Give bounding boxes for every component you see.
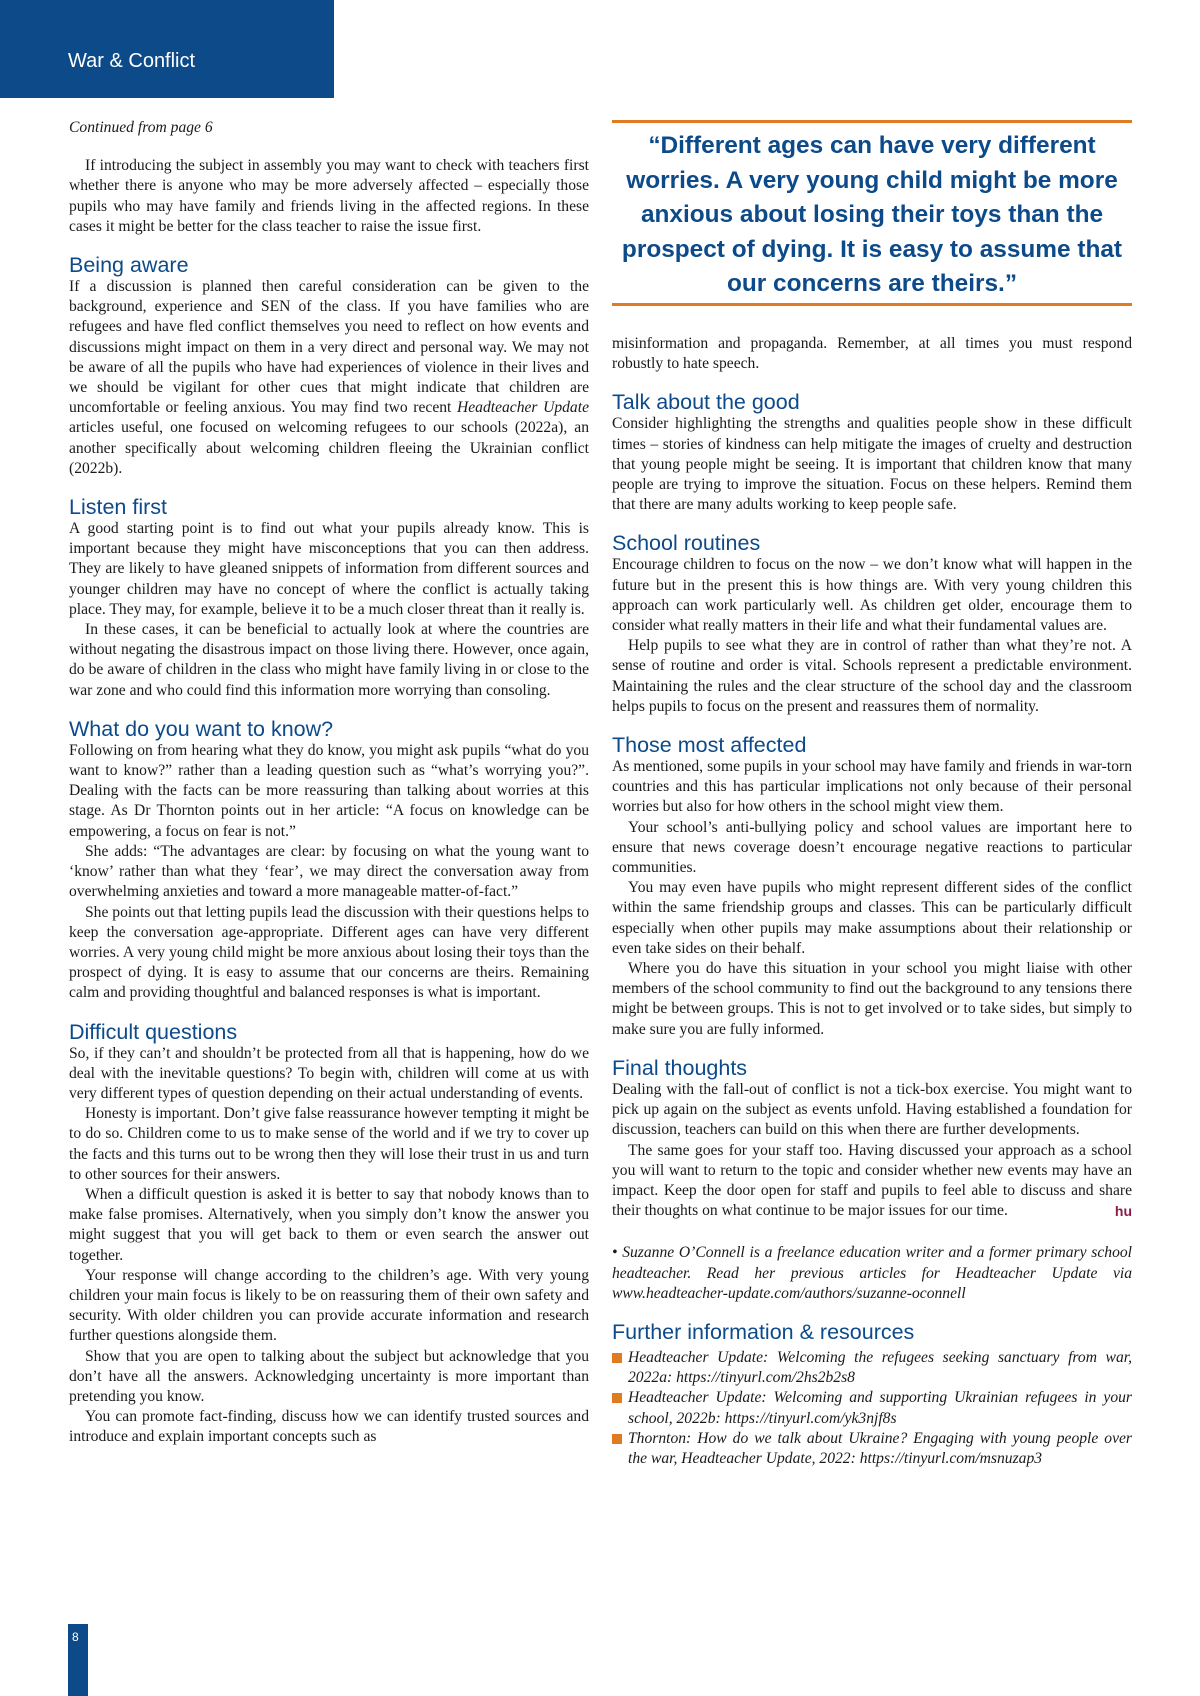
difficult-paragraph-4: Your response will change according to the children’s age. With very young children your main focus is likely to be on reassuring them of their own safety and security. With older children you can provide accurate information and research further questions alongside them. — [69, 1266, 589, 1345]
continued-note: Continued from page 6 — [69, 119, 213, 136]
talk-good-paragraph: Consider highlighting the strengths and qualities people show in these difficult times – stories of kindness can help mitigate the images of cruelty and destruction that young people might be seeing. It is important that children know that many people are trying to improve the situation. Focus on these helpers. Remind them that there are many adults working to keep people safe. — [612, 415, 1132, 514]
pull-quote: “Different ages can have very different worries. A very young child might be more anxious about losing their toys than the prospect of dying. It is easy to assume that our concerns are theirs.” — [612, 120, 1132, 306]
what-to-know-paragraph-3: She points out that letting pupils lead the discussion with their questions helps to keep the conversation age-appropriate. Different ages can have very different worries. A very young child might be more anxious about losing their toys than the prospect of dying. It is easy to assume that our concerns are theirs. Remaining calm and providing thoughtful and balanced responses is what is important. — [69, 903, 589, 1002]
heading-difficult-questions: Difficult questions — [69, 1019, 238, 1044]
left-column — [69, 118, 589, 1448]
section-header-tab — [0, 0, 334, 98]
continuation-paragraph: misinformation and propaganda. Remember, at all times you must respond robustly to hate speech. — [612, 335, 1132, 373]
affected-paragraph-3: You may even have pupils who might represent different sides of the conflict within the same friendship groups and classes. This can be particularly difficult especially when other pupils may make assumptions about their relationship or even take sides on their behalf. — [612, 879, 1132, 957]
heading-final-thoughts: Final thoughts — [612, 1055, 748, 1080]
affected-paragraph-4: Where you do have this situation in your school you might liaise with other members of the school community to find out the background to any tensions there might be between groups. This is not to get involved or to take sides, but simply to make sure you are fully informed. — [612, 960, 1132, 1038]
section-title: War & Conflict — [68, 50, 196, 72]
heading-what-to-know: What do you want to know? — [69, 716, 334, 741]
difficult-paragraph-1: So, if they can’t and shouldn’t be protected from all that is happening, how do we deal with the inevitable questions? To begin with, children will come at us with very different types of question depending on their actual understanding of events. — [69, 1044, 589, 1102]
right-column — [612, 334, 1132, 1469]
heading-being-aware: Being aware — [69, 253, 189, 278]
heading-school-routines: School routines — [612, 531, 761, 556]
list-item: Headteacher Update: Welcoming and supporting Ukrainian refugees in your school, 2022b: https://tinyurl.com/yk3njf8s — [612, 1388, 1132, 1428]
difficult-paragraph-2: Honesty is important. Don’t give false reassurance however tempting it might be to do so. Children come to us to make sense of the world and if we try to cover up the facts and this turns out to be wrong then they will lose their trust in us and turn to other sources for their answers. — [69, 1105, 589, 1183]
page-number-bar — [68, 1624, 88, 1696]
difficult-paragraph-3: When a difficult question is asked it is better to say that nobody knows than to make false promises. Alternatively, when you simply don’t know the answer you might suggest that you will get back to them or even search the answer out together. — [69, 1185, 589, 1264]
final-paragraph-2: The same goes for your staff too. Having discussed your approach as a school you will want to return to the topic and consider whether new events may have an impact. Keep the door open for staff and pupils to feel able to discuss and share their thoughts on what continue to be major issues for our time. hu — [612, 1141, 1132, 1222]
listen-first-paragraph-1: A good starting point is to find out what your pupils already know. This is important because they might have misconceptions that you can then address. They are likely to have gleaned snippets of information from different sources and younger children may have no concept of where the conflict is actually taking place. They may, for example, believe it to be a much closer threat than it really is. — [69, 520, 589, 618]
square-bullet-icon — [612, 1393, 622, 1403]
page-number: 8 — [72, 1630, 79, 1644]
being-aware-paragraph: If a discussion is planned then careful consideration can be given to the background, experience and SEN of the class. If you have families who are refugees and have fled conflict themselves you need to reflect on how events and discussions might impact on them in a very direct and personal way. We may not be aware of all the pupils who have had experiences of violence in their lives and we should be vigilant for other cues that might indicate that children are uncomfortable or feeling anxious. You may find two recent Headteacher Update articles useful, one focused on welcoming refugees to our schools (2022a), an another specifically about welcoming children fleeing the Ukrainian conflict (2022b). — [69, 278, 589, 477]
resources-list — [612, 1348, 1132, 1469]
list-item: Thornton: How do we talk about Ukraine? Engaging with young people over the war, Headteacher Update, 2022: https://tinyurl.com/msnuzap3 — [612, 1429, 1132, 1469]
publication-name: Headteacher Update — [456, 399, 589, 417]
routines-paragraph-1: Encourage children to focus on the now – we don’t know what will happen in the future but in the present this is how things are. With very young children this approach can work particularly well. As children get older, encourage them to consider what really matters in their life and what their fundamental values are. — [612, 556, 1132, 635]
final-paragraph-1: Dealing with the fall-out of conflict is not a tick-box exercise. You might want to pick up again on the subject as events unfold. Having established a foundation for discussion, teachers can build on this when there are further developments. — [612, 1080, 1132, 1139]
heading-talk-good: Talk about the good — [612, 390, 800, 415]
difficult-paragraph-5: Show that you are open to talking about the subject but acknowledge that you don’t have all the answers. Acknowledging uncertainty is more important than pretending you know. — [69, 1347, 589, 1405]
routines-paragraph-2: Help pupils to see what they are in control of rather than what they’re not. A sense of routine and order is vital. Schools represent a predictable environment. Maintaining the rules and the clear structure of the school day and the classroom helps pupils to focus on the present and reassures them of normality. — [612, 637, 1132, 715]
intro-paragraph: If introducing the subject in assembly you may want to check with teachers first whether there is anyone who may be more adversely affected – especially those pupils who may have family and friends living in the affected regions. In these cases it might be better for the class teacher to raise the issue first. — [69, 157, 589, 235]
heading-most-affected: Those most affected — [612, 733, 807, 758]
square-bullet-icon — [612, 1434, 622, 1444]
affected-paragraph-2: Your school’s anti-bullying policy and school values are important here to ensure that news coverage doesn’t encourage negative reactions to particular communities. — [612, 818, 1132, 877]
affected-paragraph-1: As mentioned, some pupils in your school may have family and friends in war-torn countries and this has particular implications not only because of their personal worries but also for how others in the school might view them. — [612, 758, 1132, 816]
heading-listen-first: Listen first — [69, 495, 167, 520]
square-bullet-icon — [612, 1353, 622, 1363]
what-to-know-paragraph-1: Following on from hearing what they do know, you might ask pupils “what do you want to know?” rather than a leading question such as “what’s worrying you?”. Dealing with the facts can be more reassuring than talking about worries at this stage. As Dr Thornton points out in her article: “A focus on knowledge can be empowering, a focus on fear is not.” — [69, 741, 589, 840]
author-bio: • Suzanne O’Connell is a freelance education writer and a former primary school headteacher. Read her previous articles for Headteacher Update via www.headteacher-update.com/authors/suzanne-oconnell — [612, 1244, 1132, 1302]
headteacher-update-logo-icon: hu — [1114, 1203, 1132, 1220]
difficult-paragraph-6: You can promote fact-finding, discuss how we can identify trusted sources and introduce and explain important concepts such as — [69, 1408, 589, 1446]
what-to-know-paragraph-2: She adds: “The advantages are clear: by focusing on what the young want to ‘know’ rather than what they ‘fear’, we may direct the conversation away from overwhelming anxieties and toward a more manageable matter-of-fact.” — [69, 842, 589, 901]
listen-first-paragraph-2: In these cases, it can be beneficial to actually look at where the countries are without negating the disastrous impact on those living there. However, once again, do be aware of children in the class who might have family living in or close to the war zone and who could find this information more worrying than consoling. — [69, 621, 589, 699]
heading-resources: Further information & resources — [612, 1319, 915, 1344]
list-item: Headteacher Update: Welcoming the refugees seeking sanctuary from war, 2022a: https://tinyurl.com/2hs2b2s8 — [612, 1348, 1132, 1388]
